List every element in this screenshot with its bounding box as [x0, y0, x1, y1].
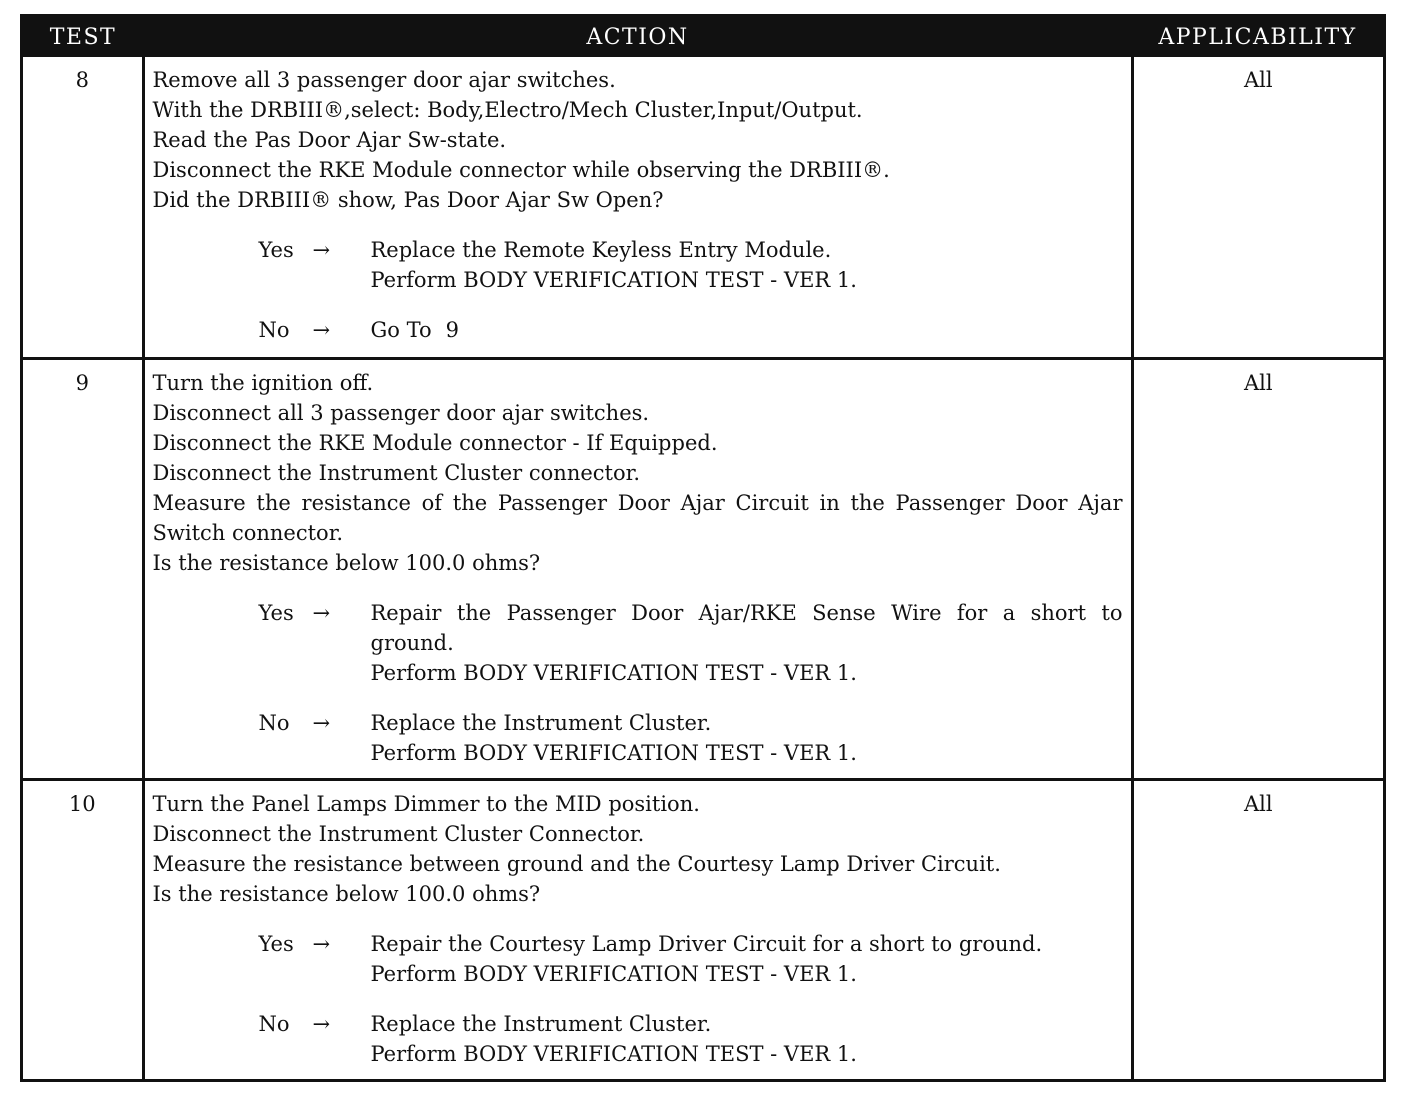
action-step: Disconnect the Instrument Cluster Connector.	[152, 821, 645, 846]
outcome-line: Replace the Instrument Cluster.	[370, 1011, 712, 1036]
goto-line	[371, 315, 1123, 345]
outcome-line: Perform BODY VERIFICATION TEST - VER 1.	[370, 961, 857, 986]
outcome-line: Repair the Courtesy Lamp Driver Circuit for a short to ground.	[370, 931, 1043, 956]
test-number: 10	[23, 779, 143, 1079]
action-step: Turn the ignition off.	[152, 370, 374, 395]
arrow-right-icon: →	[312, 600, 331, 625]
action-cell	[143, 779, 1132, 1079]
applicability-value: All	[1243, 68, 1273, 92]
no-label: No	[258, 710, 290, 735]
no-result	[153, 1009, 1123, 1069]
table-header-row	[23, 17, 1383, 57]
header-test: TEST	[23, 17, 143, 57]
action-step: Is the resistance below 100.0 ohms?	[152, 550, 541, 575]
action-step: Read the Pas Door Ajar Sw-state.	[152, 128, 507, 152]
applicability-value: All	[1132, 779, 1383, 1079]
action-step: Disconnect the RKE Module connector - If Equipped.	[152, 430, 718, 455]
arrow-right-icon: →	[312, 1011, 331, 1036]
no-label: No	[258, 318, 290, 342]
action-step: Turn the Panel Lamps Dimmer to the MID position.	[152, 791, 700, 816]
header-applicability: APPLICABILITY	[1132, 17, 1383, 57]
arrow-right-icon: →	[312, 318, 331, 342]
arrow-right-icon: →	[312, 931, 331, 956]
header-action: ACTION	[143, 17, 1132, 57]
table-row-test-10	[23, 779, 1383, 1079]
no-label: No	[258, 1011, 290, 1036]
no-outcome	[371, 1009, 1123, 1069]
action-step: Did the DRBIII® show, Pas Door Ajar Sw Open?	[152, 188, 664, 212]
no-result	[153, 708, 1123, 768]
outcome-line: Perform BODY VERIFICATION TEST - VER 1.	[370, 660, 857, 685]
diagnostic-test-table-page	[20, 14, 1386, 1082]
table-row-test-8	[23, 57, 1383, 358]
yes-outcome	[371, 929, 1123, 989]
yes-result	[153, 598, 1123, 688]
diagnostic-test-table	[23, 17, 1383, 1079]
action-step: Is the resistance below 100.0 ohms?	[152, 881, 541, 906]
test-number: 9	[23, 358, 143, 779]
action-step: Measure the resistance between ground and the Courtesy Lamp Driver Circuit.	[152, 851, 1001, 876]
table-row-test-9	[23, 358, 1383, 779]
yes-outcome	[371, 235, 1123, 295]
no-outcome	[371, 315, 1123, 345]
no-result	[153, 315, 1123, 345]
yes-label: Yes	[258, 931, 294, 956]
action-step: Disconnect all 3 passenger door ajar switches.	[152, 400, 650, 425]
action-step: Measure the resistance of the Passenger Door Ajar Circuit in the Passenger Door Ajar Switch connector.	[152, 490, 1123, 545]
yes-label: Yes	[258, 238, 294, 262]
yes-label: Yes	[258, 600, 294, 625]
outcome-line: Replace the Instrument Cluster.	[370, 710, 712, 735]
arrow-right-icon: →	[312, 710, 331, 735]
outcome-line: Perform BODY VERIFICATION TEST - VER 1.	[370, 1041, 857, 1066]
yes-outcome	[371, 598, 1123, 688]
action-cell	[143, 57, 1132, 358]
goto-text: Go To	[370, 318, 432, 342]
action-step: With the DRBIII®,select: Body,Electro/Mech Cluster,Input/Output.	[152, 98, 863, 122]
outcome-line: Perform BODY VERIFICATION TEST - VER 1.	[370, 268, 857, 292]
outcome-line: Perform BODY VERIFICATION TEST - VER 1.	[370, 740, 857, 765]
action-step: Remove all 3 passenger door ajar switches.	[152, 68, 616, 92]
action-cell	[143, 358, 1132, 779]
goto-test-number: 9	[445, 318, 459, 342]
yes-result	[153, 929, 1123, 989]
arrow-right-icon: →	[312, 238, 331, 262]
no-outcome	[371, 708, 1123, 768]
action-step: Disconnect the Instrument Cluster connector.	[152, 460, 641, 485]
applicability-value: All	[1132, 358, 1383, 779]
yes-result	[153, 235, 1123, 295]
outcome-line: Repair the Passenger Door Ajar/RKE Sense Wire for a short to ground.	[370, 600, 1123, 655]
outcome-line: Replace the Remote Keyless Entry Module.	[370, 238, 832, 262]
action-step: Disconnect the RKE Module connector while observing the DRBIII®.	[152, 158, 890, 182]
test-number: 8	[23, 57, 143, 358]
